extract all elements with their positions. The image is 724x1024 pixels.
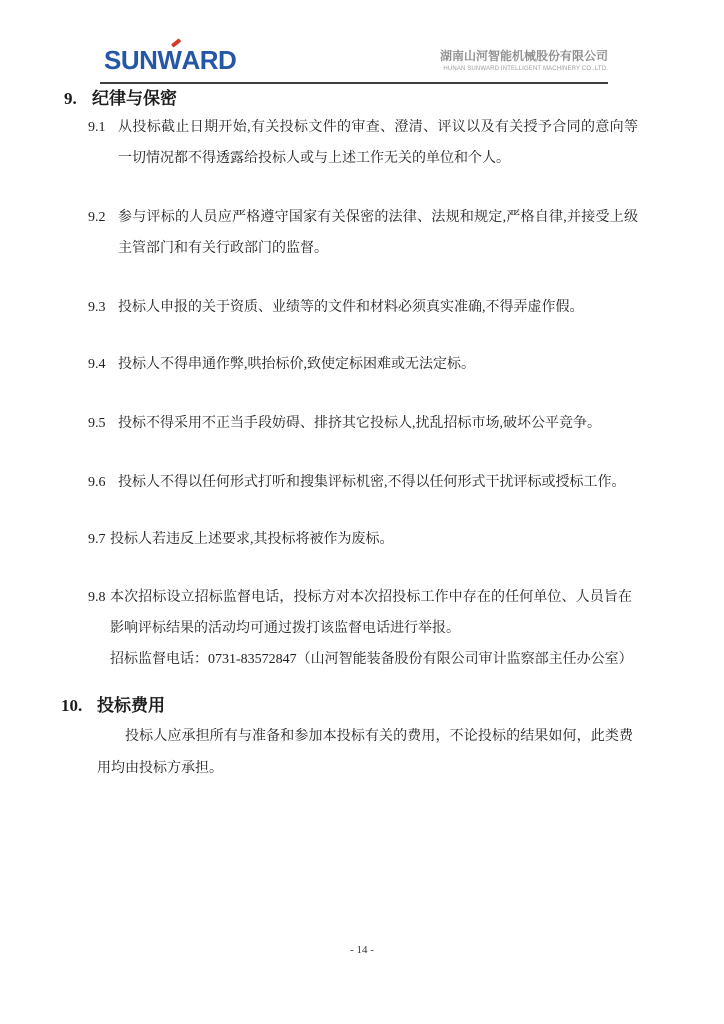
logo-text-sun: SUN	[104, 45, 158, 75]
clause-number: 9.5	[88, 416, 106, 431]
clause-9-7	[88, 524, 640, 555]
clause-9-4	[88, 349, 640, 380]
clause-number: 9.3	[88, 300, 106, 315]
clause-text: 从投标截止日期开始,有关投标文件的审查、澄清、评议以及有关授予合同的意向等一切情况都不得透露给投标人或与上述工作无关的单位和个人。	[118, 120, 638, 166]
sunward-logo	[104, 47, 236, 73]
clause-9-1	[88, 112, 640, 174]
section-10-heading	[61, 694, 165, 718]
clause-9-3	[88, 292, 640, 323]
section-9-title: 纪律与保密	[92, 89, 177, 108]
company-name-chinese: 湖南山河智能机械股份有限公司	[439, 49, 608, 63]
clause-text: 投标不得采用不正当手段妨碍、排挤其它投标人,扰乱招标市场,破坏公平竞争。	[118, 416, 601, 431]
clause-number: 9.4	[88, 357, 106, 372]
clause-text: 本次招标设立招标监督电话，投标方对本次招投标工作中存在的任何单位、人员旨在影响评标结果的活动均可通过拨打该监督电话进行举报。	[110, 590, 632, 636]
clause-text: 投标人不得以任何形式打听和搜集评标机密,不得以任何形式干扰评标或授标工作。	[118, 475, 626, 490]
page-number: - 14 -	[350, 944, 374, 956]
clause-9-5	[88, 408, 640, 439]
section-10-number: 10.	[61, 696, 83, 715]
clause-text: 投标人若违反上述要求,其投标将被作为废标。	[110, 532, 394, 547]
logo-letter-w: W	[157, 47, 181, 73]
clause-9-8	[88, 582, 640, 675]
clause-9-6	[88, 467, 640, 498]
clause-text: 投标人申报的关于资质、业绩等的文件和材料必须真实准确,不得弄虚作假。	[118, 300, 584, 315]
section-10-title: 投标费用	[97, 696, 165, 715]
section-10-paragraph: 投标人应承担所有与准备和参加本投标有关的费用，不论投标的结果如何，此类费用均由投标方承担。	[97, 729, 633, 776]
section-9-number: 9.	[64, 89, 77, 108]
clause-number: 9.6	[88, 475, 106, 490]
section-9-heading	[64, 87, 177, 111]
logo-text-ard: ARD	[181, 45, 237, 75]
clause-number: 9.1	[88, 120, 106, 135]
company-name-block	[440, 49, 608, 74]
header-divider-line	[100, 82, 608, 84]
clause-text: 投标人不得串通作弊,哄抬标价,致使定标困难或无法定标。	[118, 357, 475, 372]
clause-text: 参与评标的人员应严格遵守国家有关保密的法律、法规和规定,严格自律,并接受上级主管部门和有关行政部门的监督。	[118, 210, 638, 256]
clause-number: 9.8	[88, 590, 106, 605]
clause-number: 9.7	[88, 532, 106, 547]
clause-number: 9.2	[88, 210, 106, 225]
supervision-phone-line: 招标监督电话：0731-83572847（山河智能装备股份有限公司审计监察部主任办公室）	[110, 652, 633, 667]
clause-9-2	[88, 202, 640, 264]
company-name-english: HUNAN SUNWARD INTELLIGENT MACHINERY CO.,LTD.	[443, 66, 608, 72]
